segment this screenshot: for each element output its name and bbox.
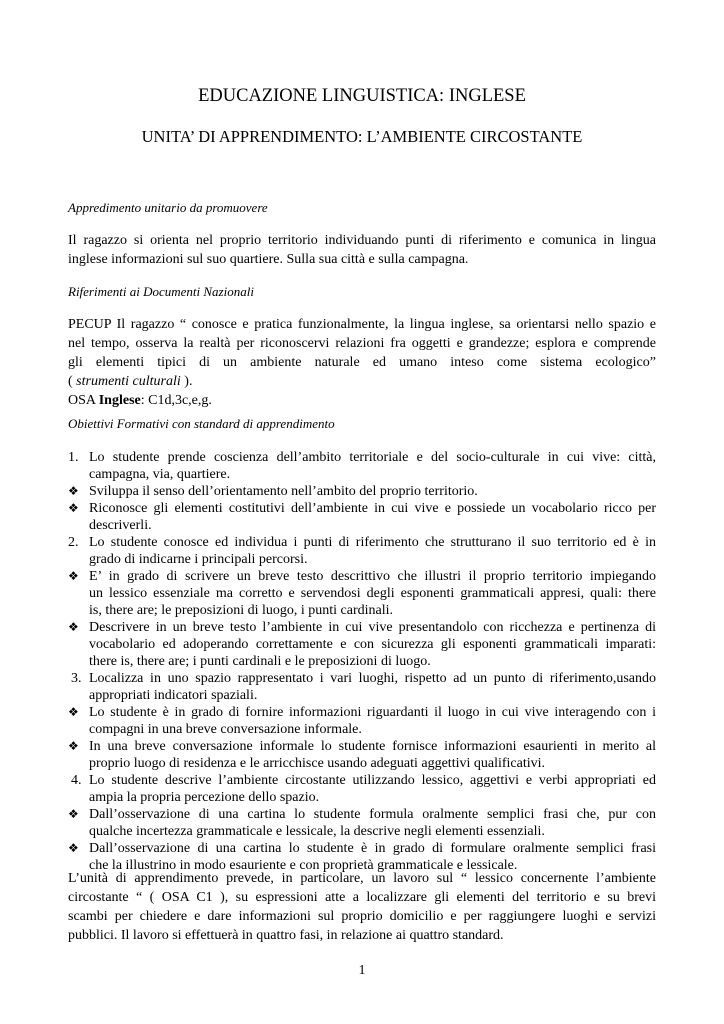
paragraph-line: pubblici. Il lavoro si effettuerà in quattro fasi, in relazione ai quattro standard.: [68, 928, 504, 943]
paragraph-line: nel tempo, osserva la realtà per riconoscervi relazioni fra oggetti e grandezze; esplora e comprende: [68, 336, 656, 351]
diamond-bullet-icon: ❖: [68, 501, 79, 515]
paragraph-line: inglese informazioni sul suo quartiere. Sulla sua città e sulla campagna.: [68, 252, 469, 267]
list-number: 1.: [68, 450, 79, 465]
list-item: [68, 670, 656, 704]
osa-subject: Inglese: [98, 393, 141, 408]
list-item: [68, 568, 656, 619]
diamond-bullet-icon: ❖: [68, 569, 79, 583]
objectives-list: [68, 449, 656, 874]
item-line: appropriati indicatori spaziali.: [89, 688, 258, 703]
item-line: Lo studente è in grado di fornire informazioni riguardanti il luogo in cui vive interagendo con i: [89, 705, 656, 720]
paragraph-line: PECUP Il ragazzo “ conosce e pratica funzionalmente, la lingua inglese, sa orientarsi nello spazio e: [68, 317, 656, 332]
list-number: 3.: [71, 671, 82, 686]
osa-prefix: OSA: [68, 393, 99, 408]
osa-line: [68, 391, 656, 410]
diamond-bullet-icon: ❖: [68, 841, 79, 855]
list-item: [68, 449, 656, 483]
paragraph-line: gli elementi tipici di un ambiente naturale ed umano inteso come sistema ecologico”: [68, 355, 656, 370]
list-number: 2.: [68, 535, 79, 550]
paragraph-line: Il ragazzo si orienta nel proprio territorio individuando punti di riferimento e comunica in lingua: [68, 233, 656, 248]
item-line: che la illustrino in modo esauriente e con proprietà grammaticale e lessicale.: [89, 858, 518, 873]
list-item: [68, 704, 656, 738]
item-line: campagna, via, quartiere.: [89, 467, 231, 482]
list-item: [68, 738, 656, 772]
list-item: [68, 772, 656, 806]
item-line: qualche incertezza grammaticale e lessicale, la descrive negli elementi essenziali.: [89, 824, 545, 839]
item-line: is, there are; le preposizioni di luogo, i punti cardinali.: [89, 603, 394, 618]
diamond-bullet-icon: ❖: [68, 620, 79, 634]
item-line: E’ in grado di scrivere un breve testo descrittivo che illustri il proprio territorio impiegando: [89, 569, 656, 584]
closing-paragraph: [68, 869, 656, 945]
item-line: Descrivere in un breve testo l’ambiente in cui vive presentandolo con ricchezza e pertinenza di: [89, 620, 656, 635]
section-heading-riferimenti: Riferimenti ai Documenti Nazionali: [68, 284, 254, 299]
section-paragraph-apprendimento: [68, 231, 656, 269]
diamond-bullet-icon: ❖: [68, 807, 79, 821]
list-item: [68, 534, 656, 568]
paragraph-line: [68, 372, 656, 391]
item-line: there is, there are; i punti cardinali e le preposizioni di luogo.: [89, 654, 431, 669]
paren-open: (: [68, 374, 77, 389]
document-subtitle: UNITA’ DI APPRENDIMENTO: L’AMBIENTE CIRCOSTANTE: [141, 127, 583, 146]
item-line: Lo studente prende coscienza dell’ambito territoriale e del socio-culturale in cui vive: città,: [89, 450, 656, 465]
italic-term: strumenti culturali: [76, 374, 181, 389]
paragraph-line: L’unità di apprendimento prevede, in particolare, un lavoro sul “ lessico concernente l’ambiente: [68, 871, 656, 886]
list-item: [68, 500, 656, 534]
item-line: Dall’osservazione di una cartina lo studente è in grado di formulare oralmente semplici frasi: [89, 841, 656, 856]
item-line: grado di indicarne i principali percorsi.: [89, 552, 308, 567]
list-item: [68, 619, 656, 670]
section-heading-obiettivi: Obiettivi Formativi con standard di apprendimento: [68, 416, 335, 431]
list-item: [68, 483, 656, 500]
diamond-bullet-icon: ❖: [68, 705, 79, 719]
item-line: In una breve conversazione informale lo studente fornisce informazioni esaurienti in merito al: [89, 739, 656, 754]
item-line: proprio luogo di residenza e le arricchisce usando adeguati aggettivi qualificativi.: [89, 756, 545, 771]
item-line: ampia la propria percezione dello spazio.: [89, 790, 320, 805]
diamond-bullet-icon: ❖: [68, 739, 79, 753]
item-line: Lo studente descrive l’ambiente circostante utilizzando lessico, aggettivi e verbi appropriati ed: [89, 773, 656, 788]
section-heading-apprendimento: Appredimento unitario da promuovere: [68, 200, 268, 215]
osa-codes: : C1d,3c,e,g.: [140, 393, 212, 408]
item-line: Dall’osservazione di una cartina lo studente formula oralmente semplici frasi che, pur con: [89, 807, 656, 822]
list-number: 4.: [71, 773, 82, 788]
item-line: Lo studente conosce ed individua i punti di riferimento che strutturano il suo territorio ed è in: [89, 535, 656, 550]
list-item: [68, 806, 656, 840]
item-line: compagni in una breve conversazione informale.: [89, 722, 362, 737]
paragraph-line: scambi per chiedere e dare informazioni sul proprio domicilio e per raggiungere luoghi e servizi: [68, 909, 656, 924]
document-title: EDUCAZIONE LINGUISTICA: INGLESE: [198, 86, 526, 106]
item-line: Sviluppa il senso dell’orientamento nell’ambito del proprio territorio.: [89, 484, 478, 499]
section-paragraph-pecup: [68, 315, 656, 410]
item-line: vocabolario ed adoperando correttamente e con sicurezza gli esponenti grammaticali imparati:: [89, 637, 656, 652]
diamond-bullet-icon: ❖: [68, 484, 79, 498]
item-line: Riconosce gli elementi costitutivi dell’ambiente in cui vive e possiede un vocabolario ricco per: [89, 501, 656, 516]
item-line: un lessico essenziale ma corretto e servendosi degli esponenti grammaticali appresi, quali: there: [89, 586, 656, 601]
paragraph-line: circostante “ ( OSA C1 ), su espressioni atte a localizzare gli elementi del territorio e su brevi: [68, 890, 656, 905]
page-number: 1: [358, 963, 366, 978]
item-line: Localizza in uno spazio rappresentato i vari luoghi, rispetto ad un punto di riferimento,usando: [89, 671, 656, 686]
paren-close: ).: [180, 374, 193, 389]
item-line: descriverli.: [89, 518, 152, 533]
